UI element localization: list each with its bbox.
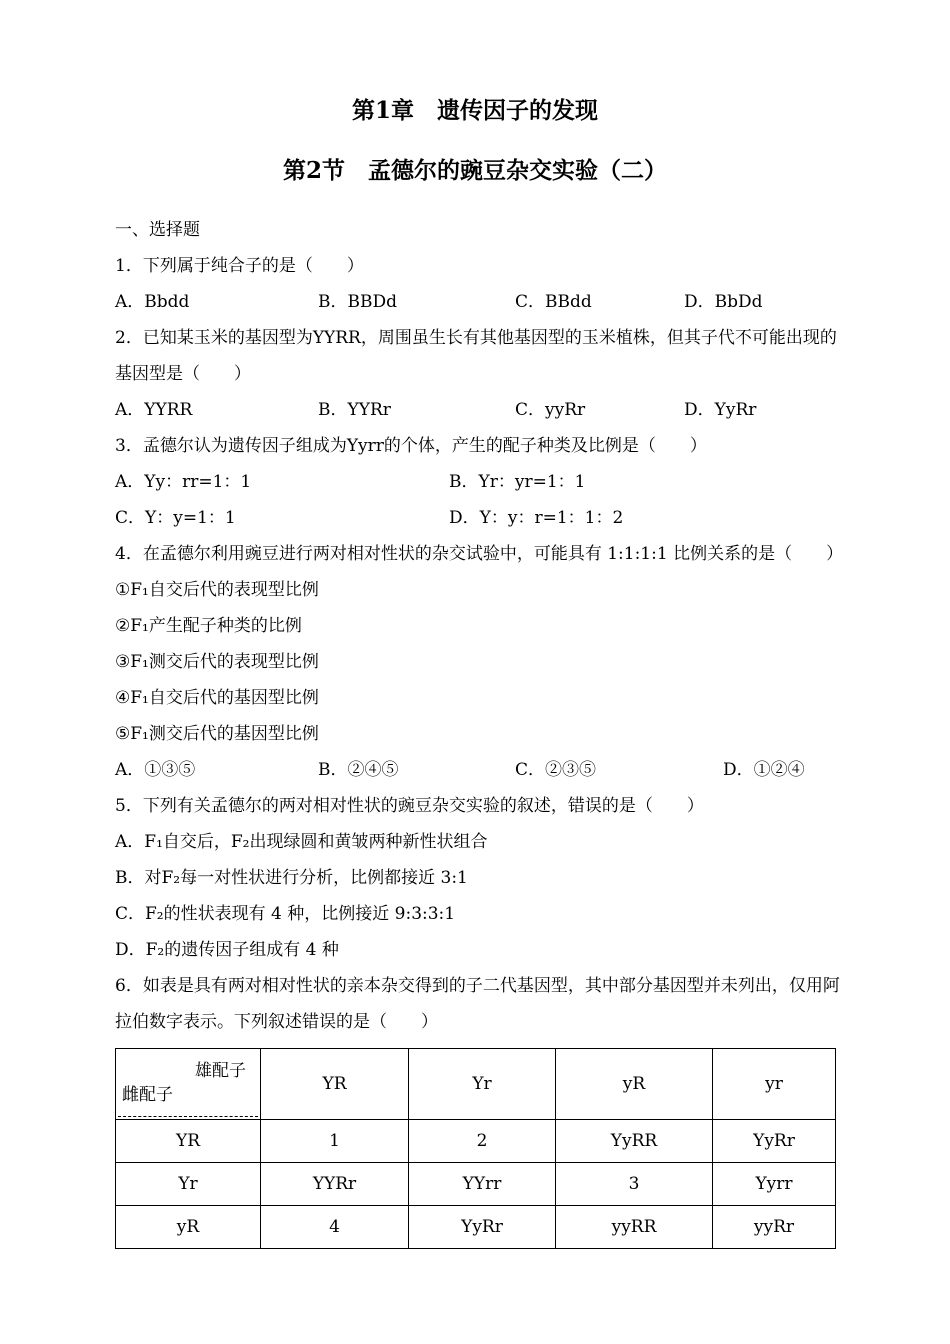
q5-stem: 5．下列有关孟德尔的两对相对性状的豌豆杂交实验的叙述，错误的是（ ） — [115, 796, 704, 816]
corner-label-male-gametes: 雄配子 — [195, 1061, 246, 1081]
col-header-yr: yr — [713, 1049, 836, 1120]
q2-options — [115, 392, 835, 428]
col-header-Yr: Yr — [409, 1049, 556, 1120]
col-header-YR: YR — [261, 1049, 409, 1120]
q4-option-b: B．②④⑤ — [318, 760, 399, 780]
table-cell: Yyrr — [713, 1163, 836, 1206]
col-header-yR: yR — [556, 1049, 713, 1120]
q5-option-a: A．F₁自交后，F₂出现绿圆和黄皱两种新性状组合 — [115, 832, 488, 852]
table-cell: 1 — [261, 1120, 409, 1163]
row-header-YR: YR — [116, 1120, 261, 1163]
q3-option-c: C．Y：y=1：1 — [115, 508, 236, 528]
row-header-Yr: Yr — [116, 1163, 261, 1206]
table-row — [116, 1163, 836, 1206]
row-header-yR: yR — [116, 1206, 261, 1249]
table-cell: 2 — [409, 1120, 556, 1163]
table-cell: 3 — [556, 1163, 713, 1206]
q5-option-c: C．F₂的性状表现有 4 种，比例接近 9:3:3:1 — [115, 904, 456, 924]
table-header-row — [116, 1049, 836, 1120]
part-heading: 一、选择题 — [115, 220, 200, 240]
table-row — [116, 1206, 836, 1249]
table-corner-cell — [116, 1049, 261, 1120]
q4-option-c: C．②③⑤ — [515, 760, 597, 780]
q1-options — [115, 284, 835, 320]
q2-option-a: A．YYRR — [115, 400, 193, 420]
table-cell: YYrr — [409, 1163, 556, 1206]
q5-option-b: B．对F₂每一对性状进行分析，比例都接近 3:1 — [115, 868, 468, 888]
q1-option-d: D．BbDd — [684, 292, 763, 312]
table-row — [116, 1120, 836, 1163]
q2-stem-line1: 2．已知某玉米的基因型为YYRR，周围虽生长有其他基因型的玉米植株，但其子代不可能出现的 — [115, 328, 837, 348]
chapter-title: 第1章 遗传因子的发现 — [351, 97, 598, 124]
table-cell: YyRR — [556, 1120, 713, 1163]
q4-item-4: ④F₁自交后代的基因型比例 — [115, 688, 319, 708]
table-cell: YyRr — [713, 1120, 836, 1163]
q2-option-d: D．YyRr — [684, 400, 757, 420]
q1-option-a: A．Bbdd — [115, 292, 190, 312]
q4-item-3: ③F₁测交后代的表现型比例 — [115, 652, 319, 672]
q4-option-a: A．①③⑤ — [115, 760, 196, 780]
table-cell: YyRr — [409, 1206, 556, 1249]
genotype-table — [115, 1048, 836, 1249]
table-cell: YYRr — [261, 1163, 409, 1206]
q4-options — [115, 752, 835, 788]
q3-option-a: A．Yy：rr=1：1 — [115, 472, 252, 492]
q1-stem: 1．下列属于纯合子的是（ ） — [115, 256, 364, 276]
q5-option-d: D．F₂的遗传因子组成有 4 种 — [115, 940, 339, 960]
corner-dashed-divider — [118, 1116, 258, 1117]
q2-option-b: B．YYRr — [318, 400, 391, 420]
q3-option-d: D．Y：y：r=1：1：2 — [449, 508, 624, 528]
corner-label-female-gametes: 雌配子 — [122, 1085, 173, 1105]
section-title: 第2节 孟德尔的豌豆杂交实验（二） — [282, 157, 667, 184]
table-cell: yyRR — [556, 1206, 713, 1249]
q4-stem: 4．在孟德尔利用豌豆进行两对相对性状的杂交试验中，可能具有 1:1:1:1 比例关系的是（ ） — [115, 544, 844, 564]
table-cell: 4 — [261, 1206, 409, 1249]
q3-stem: 3．孟德尔认为遗传因子组成为Yyrr的个体，产生的配子种类及比例是（ ） — [115, 436, 707, 456]
table-cell: yyRr — [713, 1206, 836, 1249]
q2-stem-line2: 基因型是（ ） — [115, 364, 251, 384]
q1-option-b: B．BBDd — [318, 292, 397, 312]
q3-options-row1 — [115, 464, 835, 500]
q6-stem-line1: 6．如表是具有两对相对性状的亲本杂交得到的子二代基因型，其中部分基因型并未列出，仅用阿 — [115, 976, 840, 996]
q4-item-5: ⑤F₁测交后代的基因型比例 — [115, 724, 319, 744]
q1-option-c: C．BBdd — [515, 292, 592, 312]
q3-option-b: B．Yr：yr=1：1 — [449, 472, 586, 492]
q4-item-1: ①F₁自交后代的表现型比例 — [115, 580, 319, 600]
q2-option-c: C．yyRr — [515, 400, 586, 420]
q6-stem-line2: 拉伯数字表示。下列叙述错误的是（ ） — [115, 1012, 438, 1032]
q3-options-row2 — [115, 500, 835, 536]
q4-option-d: D．①②④ — [723, 760, 805, 780]
q4-item-2: ②F₁产生配子种类的比例 — [115, 616, 302, 636]
